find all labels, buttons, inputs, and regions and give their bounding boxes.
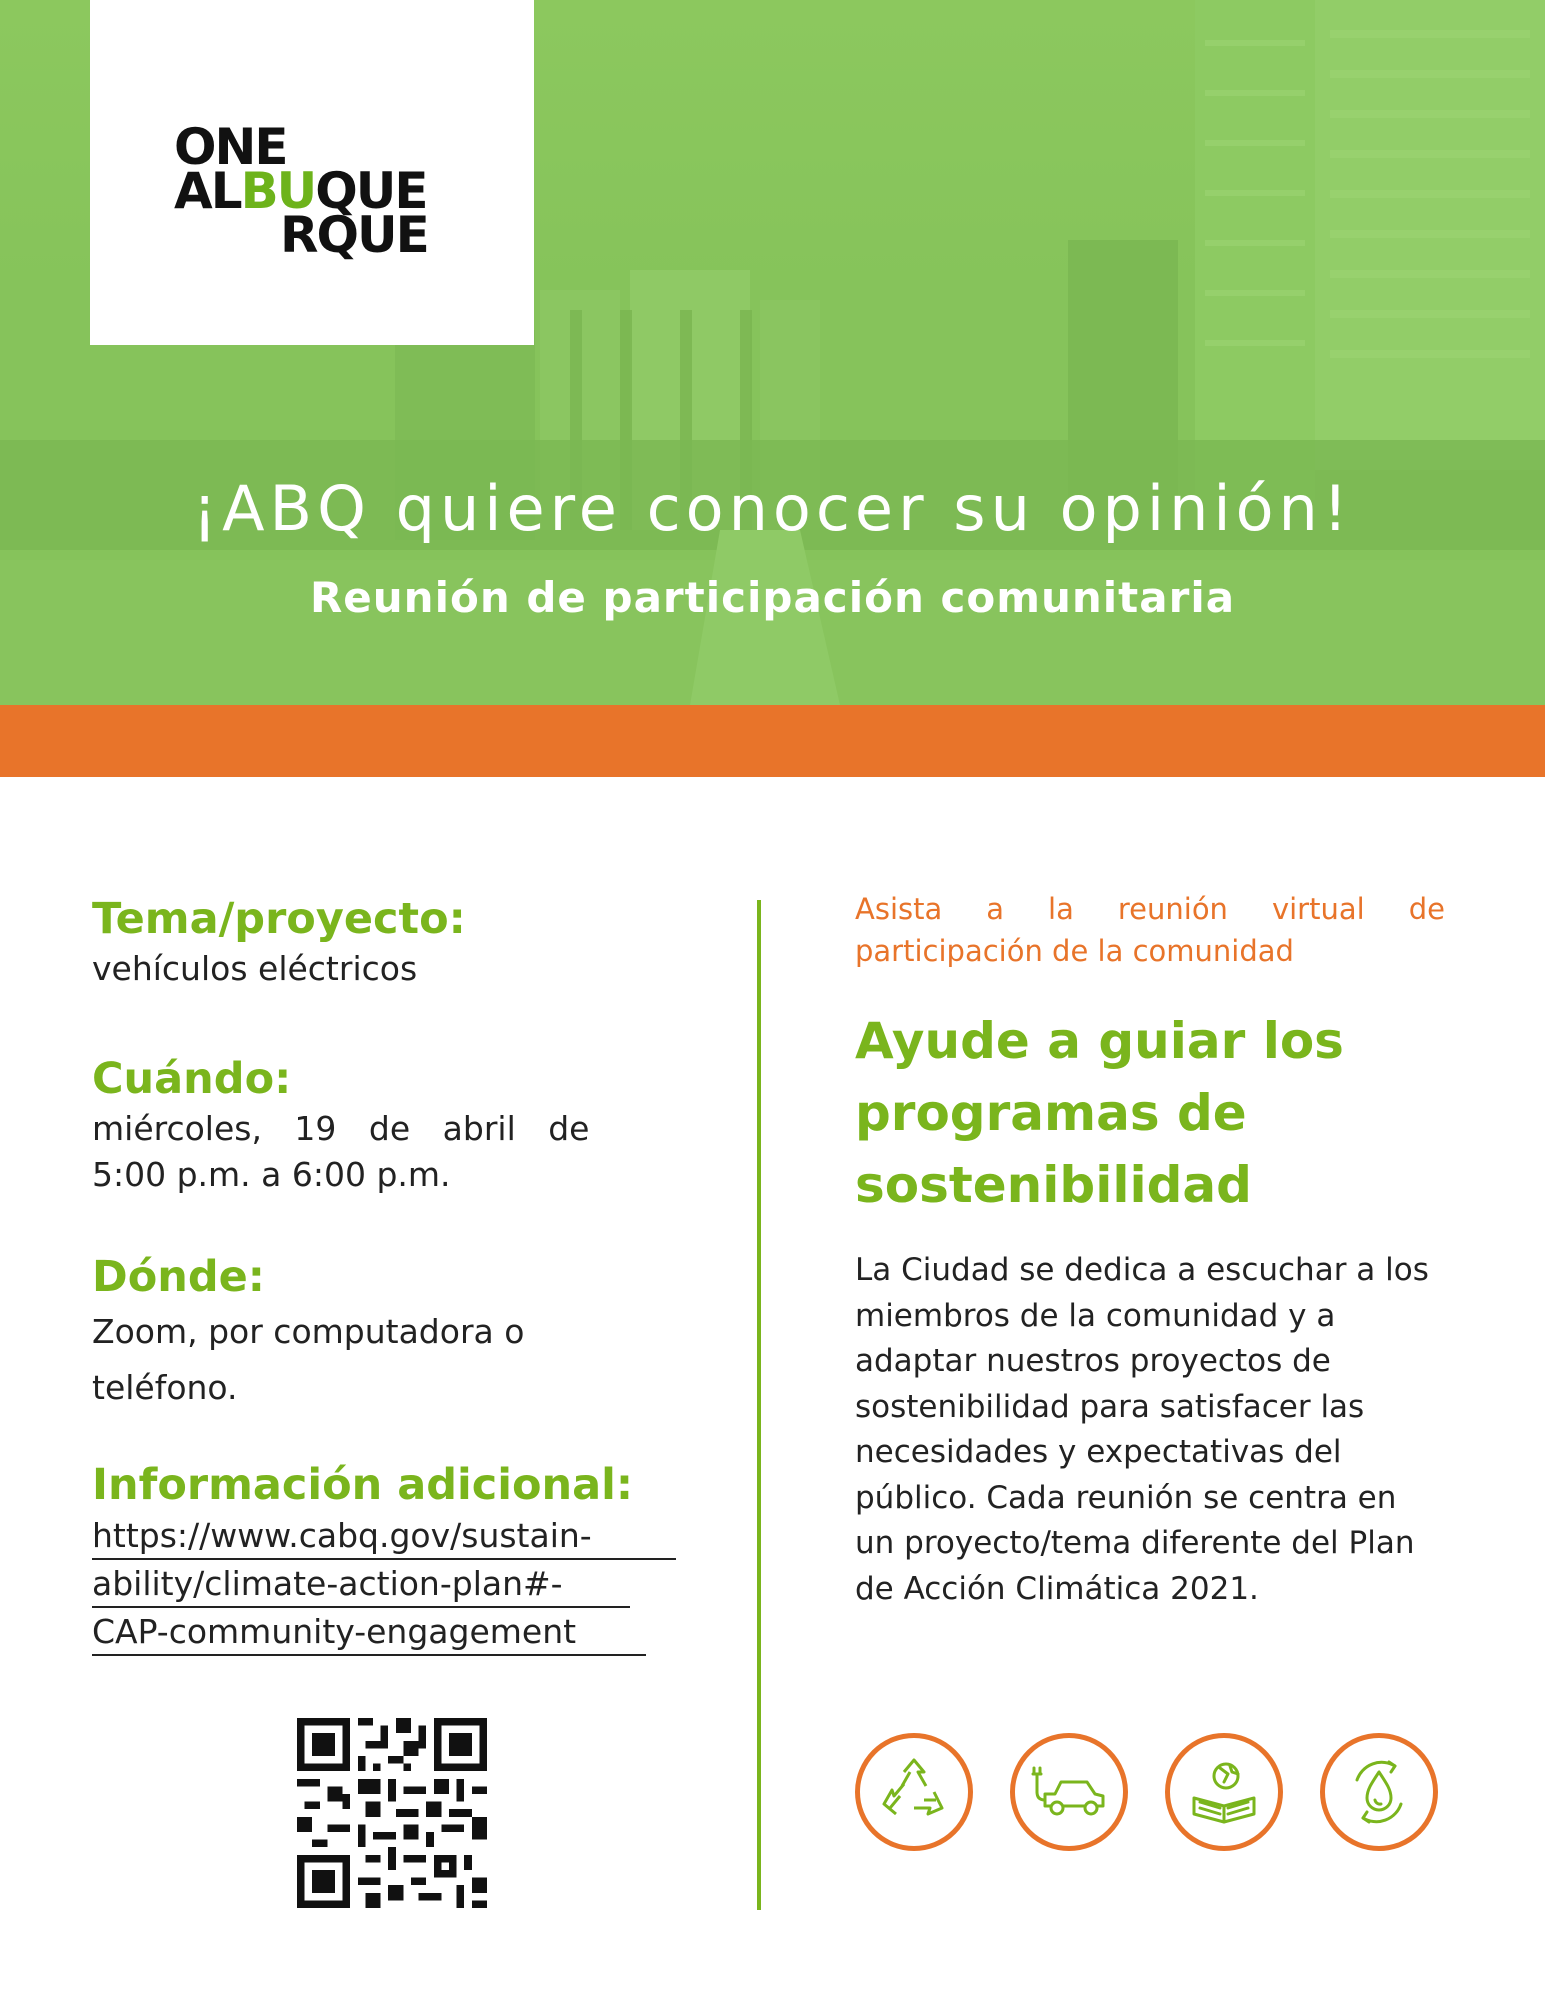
topic-section	[92, 892, 632, 992]
intro-word: reunión	[1117, 892, 1228, 926]
education-globe-icon	[1165, 1733, 1283, 1851]
logo-line-two: ALBUQUE	[174, 162, 427, 220]
info-url-line2[interactable]: ability/climate-action-plan#-	[92, 1560, 630, 1608]
recycle-icon	[855, 1733, 973, 1851]
info-label: Información adicional:	[92, 1460, 634, 1510]
intro-line2: participación de la comunidad	[855, 934, 1294, 968]
where-value-line2: teléfono.	[92, 1368, 238, 1407]
intro-word: la	[1048, 892, 1074, 926]
body-line: adaptar nuestros proyectos de	[855, 1343, 1331, 1379]
when-value-line1: miércoles, 19 de abril de	[92, 1109, 590, 1148]
heading-line: Ayude a guiar los	[855, 1012, 1344, 1070]
intro-word: virtual	[1271, 892, 1365, 926]
heading-line: sostenibilidad	[855, 1156, 1252, 1214]
info-section	[92, 1458, 692, 1656]
body-line: un proyecto/tema diferente del Plan	[855, 1525, 1415, 1561]
logo-line-one: ONE	[174, 118, 287, 176]
body-line: miembros de la comunidad y a	[855, 1297, 1336, 1334]
hero-banner	[0, 0, 1545, 705]
logo-line-three: RQUE	[280, 206, 428, 264]
body-line: público. Cada reunión se centra en	[855, 1479, 1397, 1516]
body-line: necesidades y expectativas del	[855, 1434, 1342, 1470]
body-line: de Acción Climática 2021.	[855, 1570, 1259, 1607]
sustainability-icons	[855, 1733, 1435, 1853]
right-heading	[855, 1005, 1475, 1221]
topic-label: Tema/proyecto:	[92, 894, 466, 944]
body-line: sostenibilidad para satisfacer las	[855, 1388, 1365, 1425]
intro-line1	[855, 888, 1445, 930]
logo-box	[90, 0, 534, 345]
when-value-line2: 5:00 p.m. a 6:00 p.m.	[92, 1155, 451, 1194]
info-url-line3[interactable]: CAP-community-engagement	[92, 1608, 646, 1656]
qr-code-icon[interactable]	[297, 1718, 487, 1908]
hero-subtitle: Reunión de participación comunitaria	[309, 573, 1236, 622]
when-section	[92, 1052, 632, 1198]
intro-word: Asista	[855, 892, 943, 926]
intro-word: a	[986, 892, 1005, 926]
electric-car-icon	[1010, 1733, 1128, 1851]
where-label: Dónde:	[92, 1252, 265, 1302]
right-body-paragraph	[855, 1248, 1495, 1612]
hero-title: ¡ABQ quiere conocer su opinión!	[192, 472, 1353, 545]
where-section	[92, 1250, 632, 1416]
body-line: La Ciudad se dedica a escuchar a los	[855, 1252, 1429, 1288]
info-url-line1[interactable]: https://www.cabq.gov/sustain-	[92, 1512, 676, 1560]
heading-line: programas de	[855, 1084, 1247, 1142]
orange-divider-band	[0, 705, 1545, 777]
water-cycle-icon	[1320, 1733, 1438, 1851]
intro-word: de	[1408, 892, 1445, 926]
when-label: Cuándo:	[92, 1054, 292, 1104]
intro-text	[855, 888, 1445, 972]
topic-value: vehículos eléctricos	[92, 949, 418, 988]
where-value-line1: Zoom, por computadora o	[92, 1312, 525, 1351]
column-divider	[757, 900, 761, 1910]
